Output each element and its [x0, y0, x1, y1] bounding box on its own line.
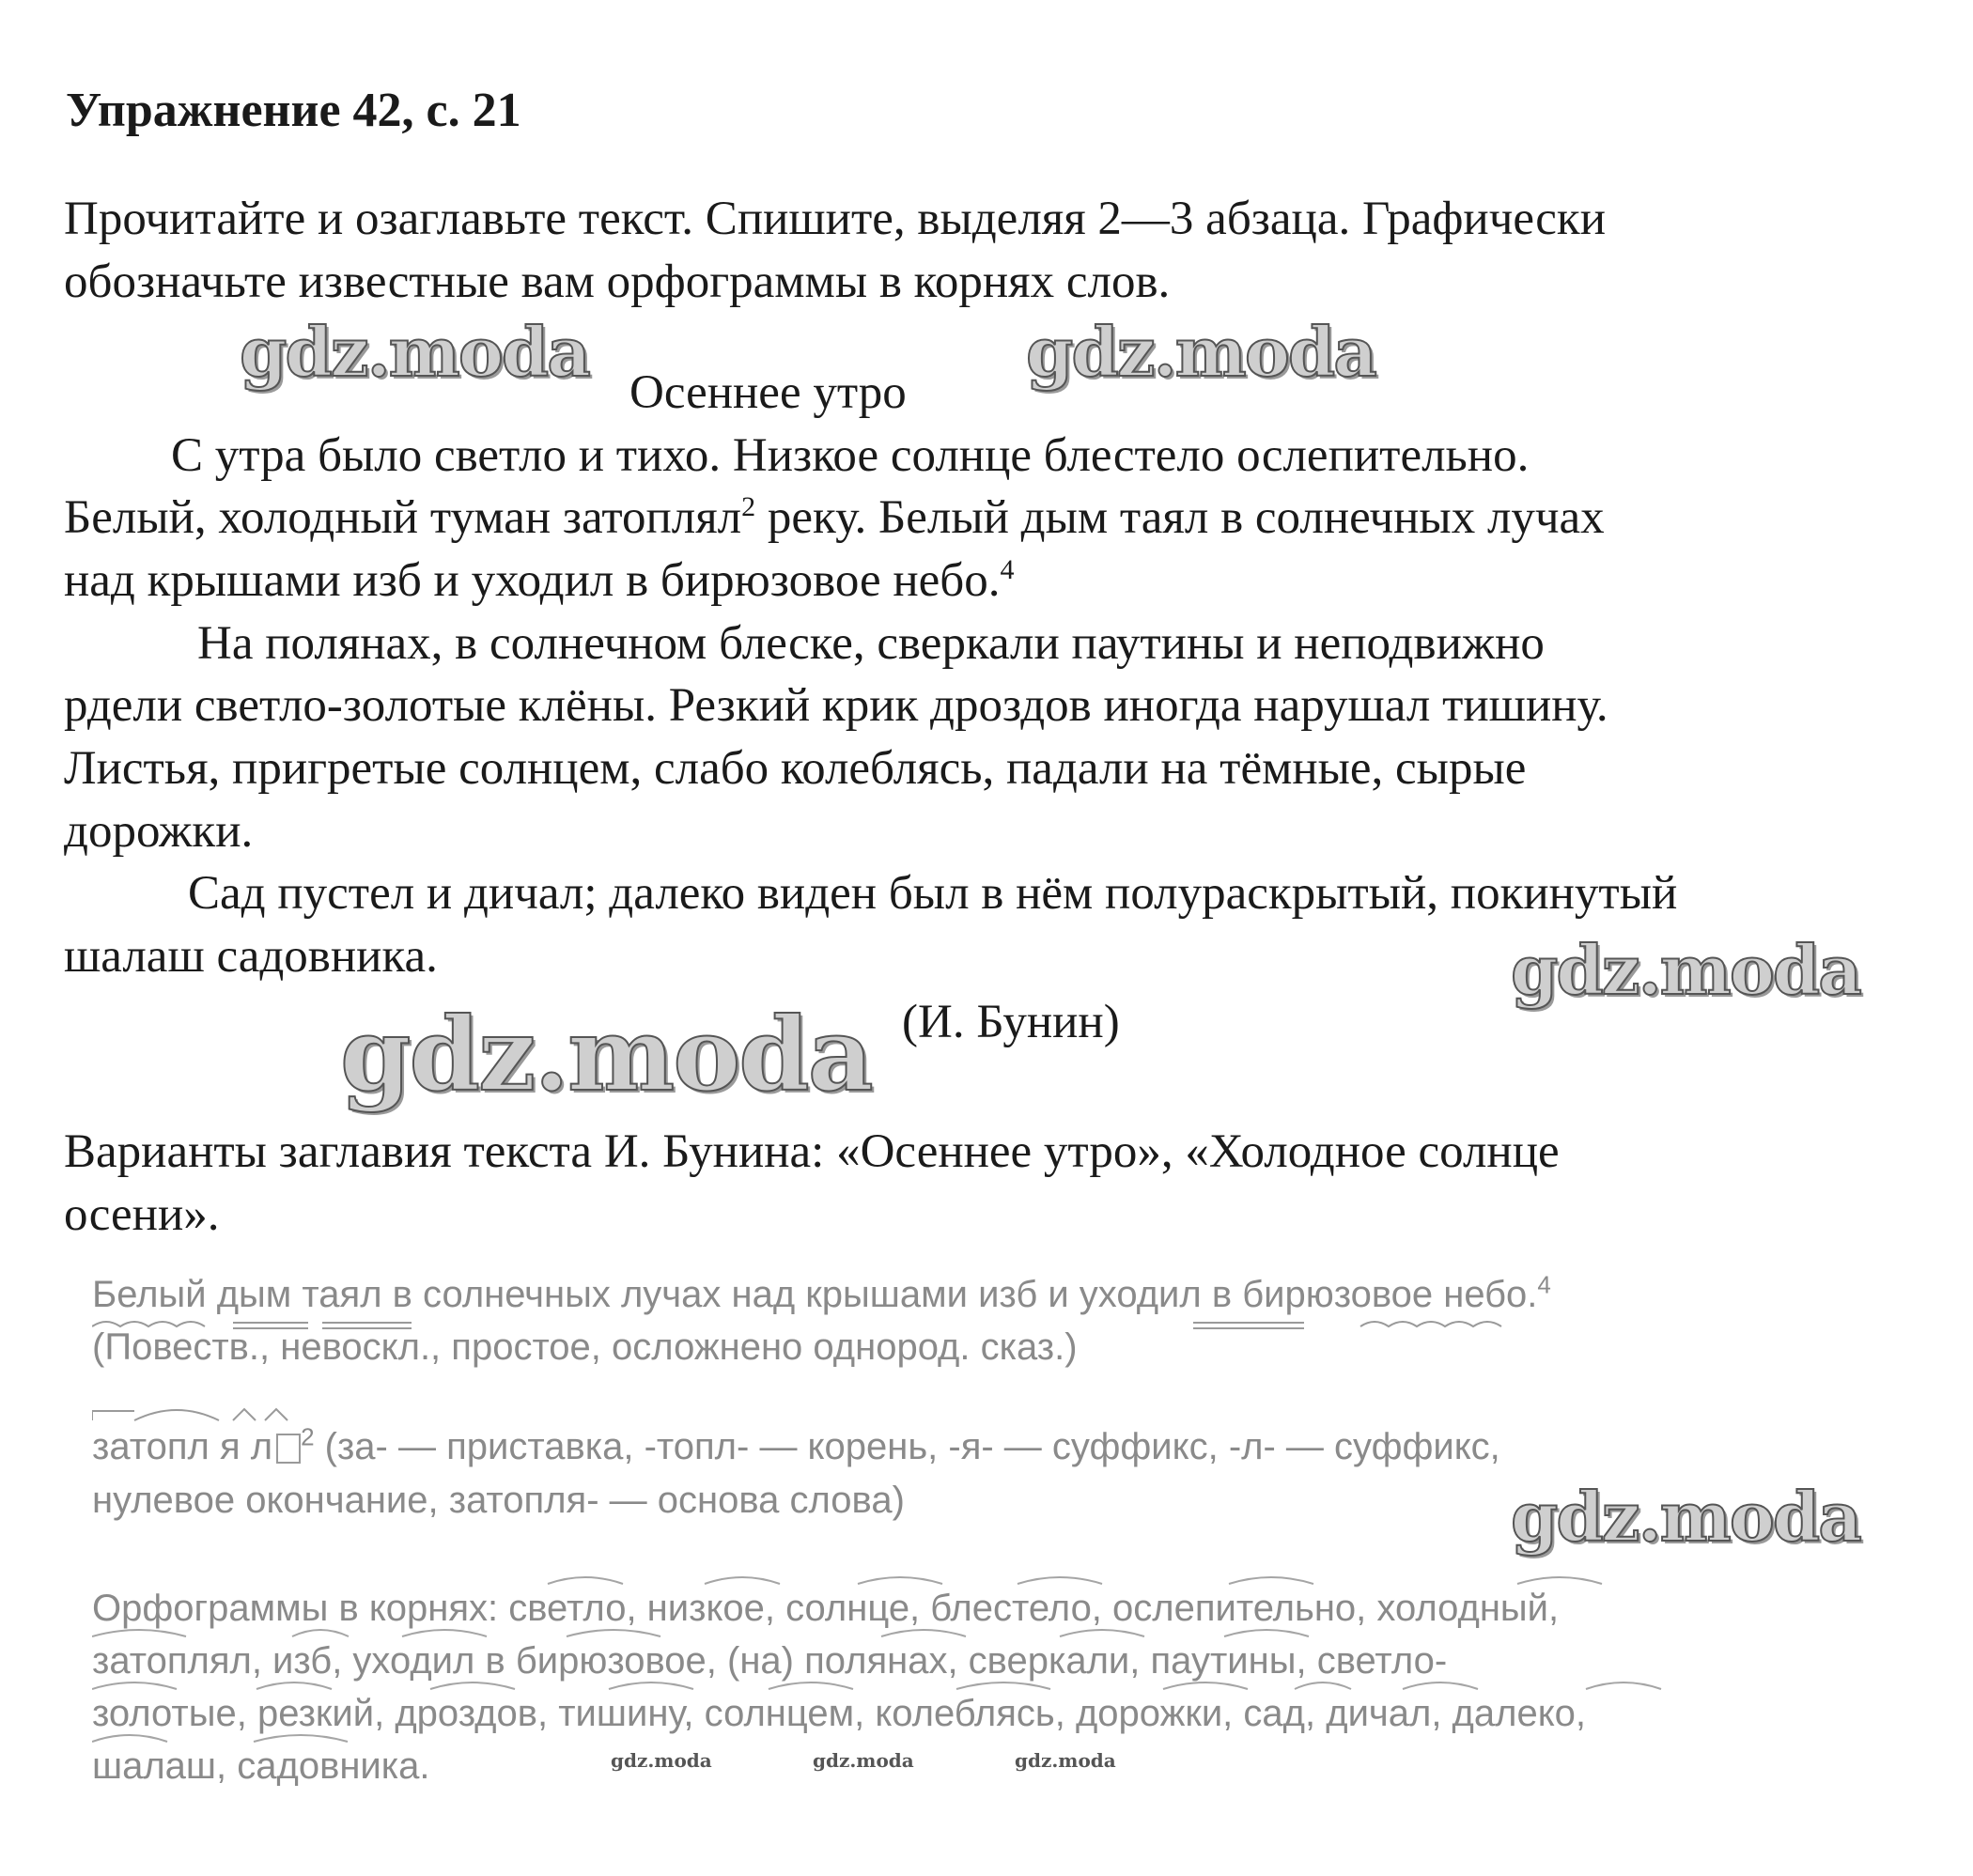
watermark: gdz.moda [340, 996, 872, 1114]
task-line-1: Прочитайте и озаглавьте текст. Спишите, выделяя 2—3 абзаца. Графически [64, 193, 1606, 245]
text-title: Осеннее утро [629, 366, 907, 419]
watermark: gdz.moda [1511, 1477, 1860, 1557]
watermark-small: gdz.moda [1015, 1749, 1116, 1772]
text-p2-line2: рдели светло-золотые клёны. Резкий крик дроздов иногда нарушал тишину. [64, 679, 1608, 732]
orthogram-arcs [92, 1571, 1764, 1796]
author: (И. Бунин) [902, 996, 1120, 1048]
text-p1-line2: Белый, холодный туман затоплял$^2$ реку. Белый дым таял в солнечных лучах [64, 491, 1605, 544]
watermark-small: gdz.moda [611, 1749, 712, 1772]
text-p3-line2: шалаш садовника. [64, 930, 438, 983]
watermark: gdz.moda [1026, 312, 1375, 392]
task-line-2: обозначьте известные вам орфограммы в корнях слов. [64, 256, 1171, 308]
watermark-small: gdz.moda [813, 1749, 914, 1772]
text-p2-line3: Листья, пригретые солнцем, слабо колеблясь, падали на тёмные, сырые [64, 742, 1527, 795]
morpheme-line-1: затопл я л $^2$ (за- — приставка, -топл- — корень, -я- — суффикс, -л- — суффикс, [92, 1422, 1500, 1467]
watermark: gdz.moda [240, 312, 589, 392]
morpheme-line-2: нулевое окончание, затопля- — основа слова) [92, 1480, 905, 1521]
text-p1-line3: над крышами изб и уходил в бирюзовое небо.$^4$ [64, 554, 1015, 607]
variants-line-2: осени». [64, 1188, 220, 1241]
analysis-sentence-note: (Повеств., невоскл., простое, осложнено однород. сказ.) [92, 1326, 1078, 1368]
text-p1-line1: С утра было светло и тихо. Низкое солнце блестело ослепительно. [171, 429, 1530, 482]
watermark: gdz.moda [1511, 930, 1860, 1010]
orthogram-line-4: шалаш, садовника. [92, 1745, 430, 1787]
text-p2-line4: дорожки. [64, 805, 254, 858]
variants-line-1: Варианты заглавия текста И. Бунина: «Осеннее утро», «Холодное солнце [64, 1125, 1560, 1178]
text-p3-line1: Сад пустел и дичал; далеко виден был в нём полураскрытый, покинутый [188, 867, 1678, 920]
orthogram-line-3: золотые, резкий, дроздов, тишину, солнцем, колеблясь, дорожки, сад, дичал, далеко, [92, 1693, 1587, 1734]
orthogram-line-2: затоплял, изб, уходил в бирюзовое, (на) полянах, сверкали, паутины, светло- [92, 1640, 1448, 1682]
analysis-sentence: Белый дым таял в солнечных лучах над крышами изб и уходил в бирюзовое небо.$^4$ [92, 1270, 1551, 1315]
exercise-heading: Упражнение 42, с. 21 [66, 84, 521, 137]
orthogram-line-1: Орфограммы в корнях: светло, низкое, солнце, блестело, ослепительно, холодный, [92, 1588, 1560, 1629]
text-p2-line1: На полянах, в солнечном блеске, сверкали паутины и неподвижно [197, 617, 1545, 670]
